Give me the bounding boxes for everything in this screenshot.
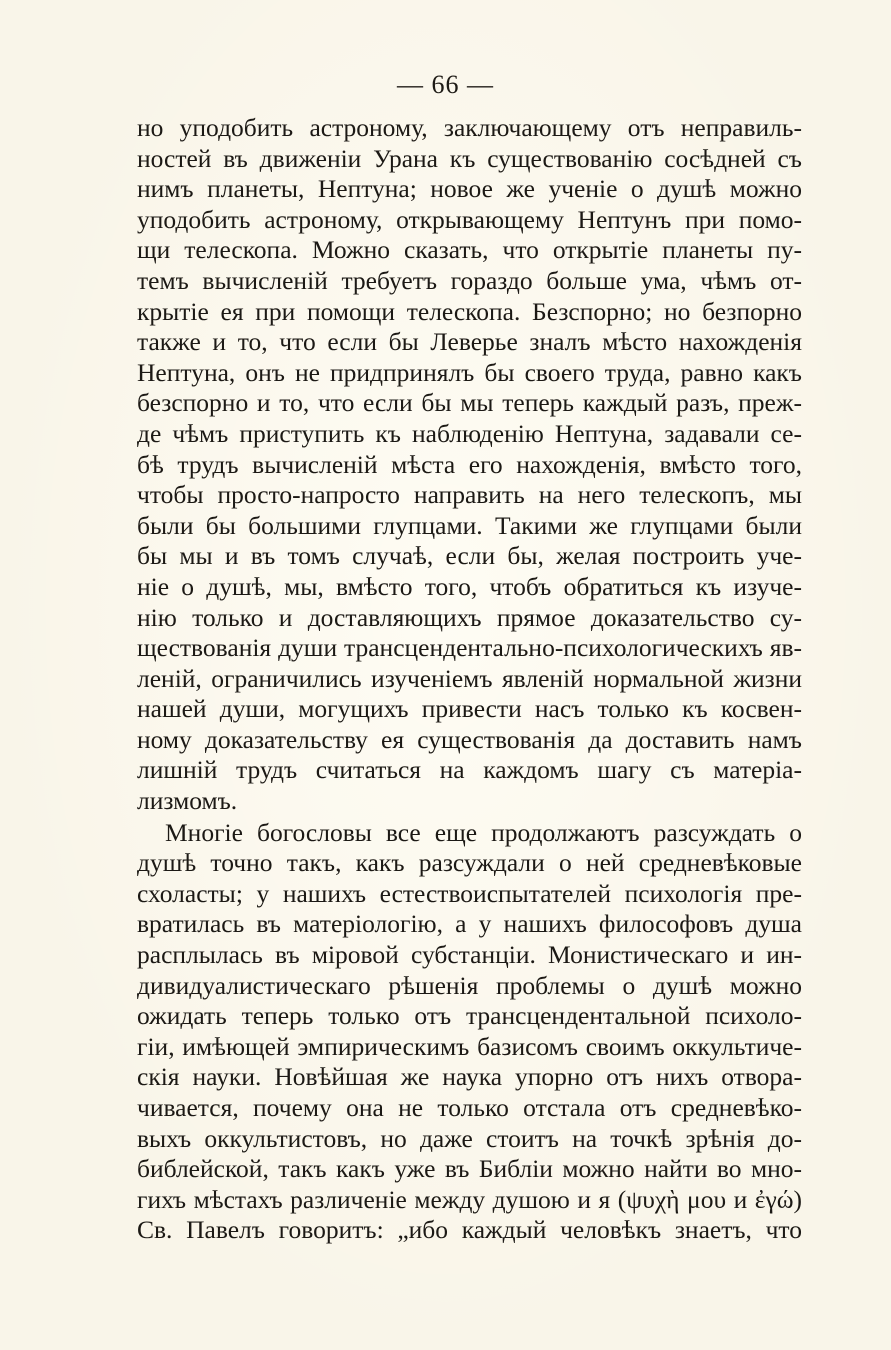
text-line: лизмомъ.: [137, 786, 238, 816]
text-line: ностей въ движенiи Урана къ существованiю сосѣдней съ: [137, 143, 802, 173]
text-line: чтобы просто-напросто направить на него телескопъ, мы: [137, 480, 802, 510]
text-line: ленiй, ограничились изученiемъ явленiй нормальной жизни: [137, 663, 802, 693]
text-line: вратилась въ матерiологiю, а у нашихъ философовъ душа: [137, 909, 802, 939]
text-line: но уподобить астроному, заключающему отъ неправиль-: [137, 113, 802, 142]
text-line: нимъ планеты, Нептуна; новое же ученiе о душѣ можно: [137, 174, 802, 204]
text-line: чивается, почему она не только отстала отъ средневѣко-: [137, 1093, 802, 1122]
text-line: щи телескопа. Можно сказать, что открытiе планеты пу-: [137, 235, 802, 265]
text-line: скiя науки. Новѣйшая же наука упорно отъ нихъ отвора-: [137, 1062, 802, 1092]
text-line: также и то, что если бы Леверье зналъ мѣсто нахожденiя: [137, 327, 802, 357]
text-line: Св. Павелъ говоритъ: „ибо каждый человѣкъ знаетъ, что: [137, 1215, 802, 1245]
text-line: нiю только и доставляющихъ прямое доказательство су-: [137, 602, 802, 632]
text-line: нашей души, могущихъ привести насъ только къ косвен-: [137, 694, 802, 724]
text-line: библейской, такъ какъ уже въ Библiи можно найти во мно-: [137, 1154, 802, 1184]
page-number: — 66 —: [397, 70, 494, 99]
text-line: ному доказательству ея существованiя да доставить намъ: [137, 724, 802, 754]
text-line: душѣ точно такъ, какъ разсуждали о ней средневѣковые: [137, 848, 802, 878]
text-line: темъ вычисленiй требуетъ гораздо больше ума, чѣмъ от-: [137, 265, 802, 295]
text-line: де чѣмъ приступить къ наблюденiю Нептуна, задавали се-: [137, 418, 802, 448]
text-line: дивидуалистическаго рѣшенiя проблемы о душѣ можно: [137, 970, 802, 1000]
text-line: бѣ трудъ вычисленiй мѣста его нахожденiя, вмѣсто того,: [137, 449, 802, 479]
text-line: гихъ мѣстахъ различенiе между душою и я (ψυχὴ μου и ἐγώ): [137, 1184, 802, 1214]
text-line: нiе о душѣ, мы, вмѣсто того, чтобъ обратиться къ изуче-: [137, 571, 802, 601]
text-line: Многiе богословы все еще продолжаютъ разсуждать о: [165, 817, 802, 847]
text-line: были бы большими глупцами. Такими же глупцами были: [137, 510, 802, 540]
text-line: схоласты; у нашихъ естествоиспытателей психологiя пре-: [137, 878, 802, 908]
text-line: выхъ оккультистовъ, но даже стоитъ на точкѣ зрѣнiя до-: [137, 1123, 802, 1153]
paragraph-2: [137, 818, 802, 1246]
text-line: уподобить астроному, открывающему Нептунъ при помо-: [137, 204, 802, 234]
text-line: безспорно и то, что если бы мы теперь каждый разъ, преж-: [137, 388, 802, 418]
text-line: крытiе ея при помощи телескопа. Безспорно; но безпорно: [137, 296, 802, 326]
text-line: Нептуна, онъ не придпринялъ бы своего труда, равно какъ: [137, 357, 802, 387]
text-line: бы мы и въ томъ случаѣ, если бы, желая построить уче-: [137, 541, 802, 571]
paragraph-1: [137, 113, 802, 817]
text-line: ожидать теперь только отъ трансцендентальной психоло-: [137, 1001, 802, 1031]
body-text: [137, 113, 802, 1246]
text-line: ществованiя души трансцендентально-психологическихъ яв-: [137, 633, 802, 663]
text-line: гiи, имѣющей эмпирическимъ базисомъ своимъ оккультиче-: [137, 1031, 802, 1061]
text-line: расплылась въ мiровой субстанцiи. Монистическаго и ин-: [137, 940, 802, 970]
text-line: лишнiй трудъ считаться на каждомъ шагу съ матерiа-: [137, 755, 802, 785]
